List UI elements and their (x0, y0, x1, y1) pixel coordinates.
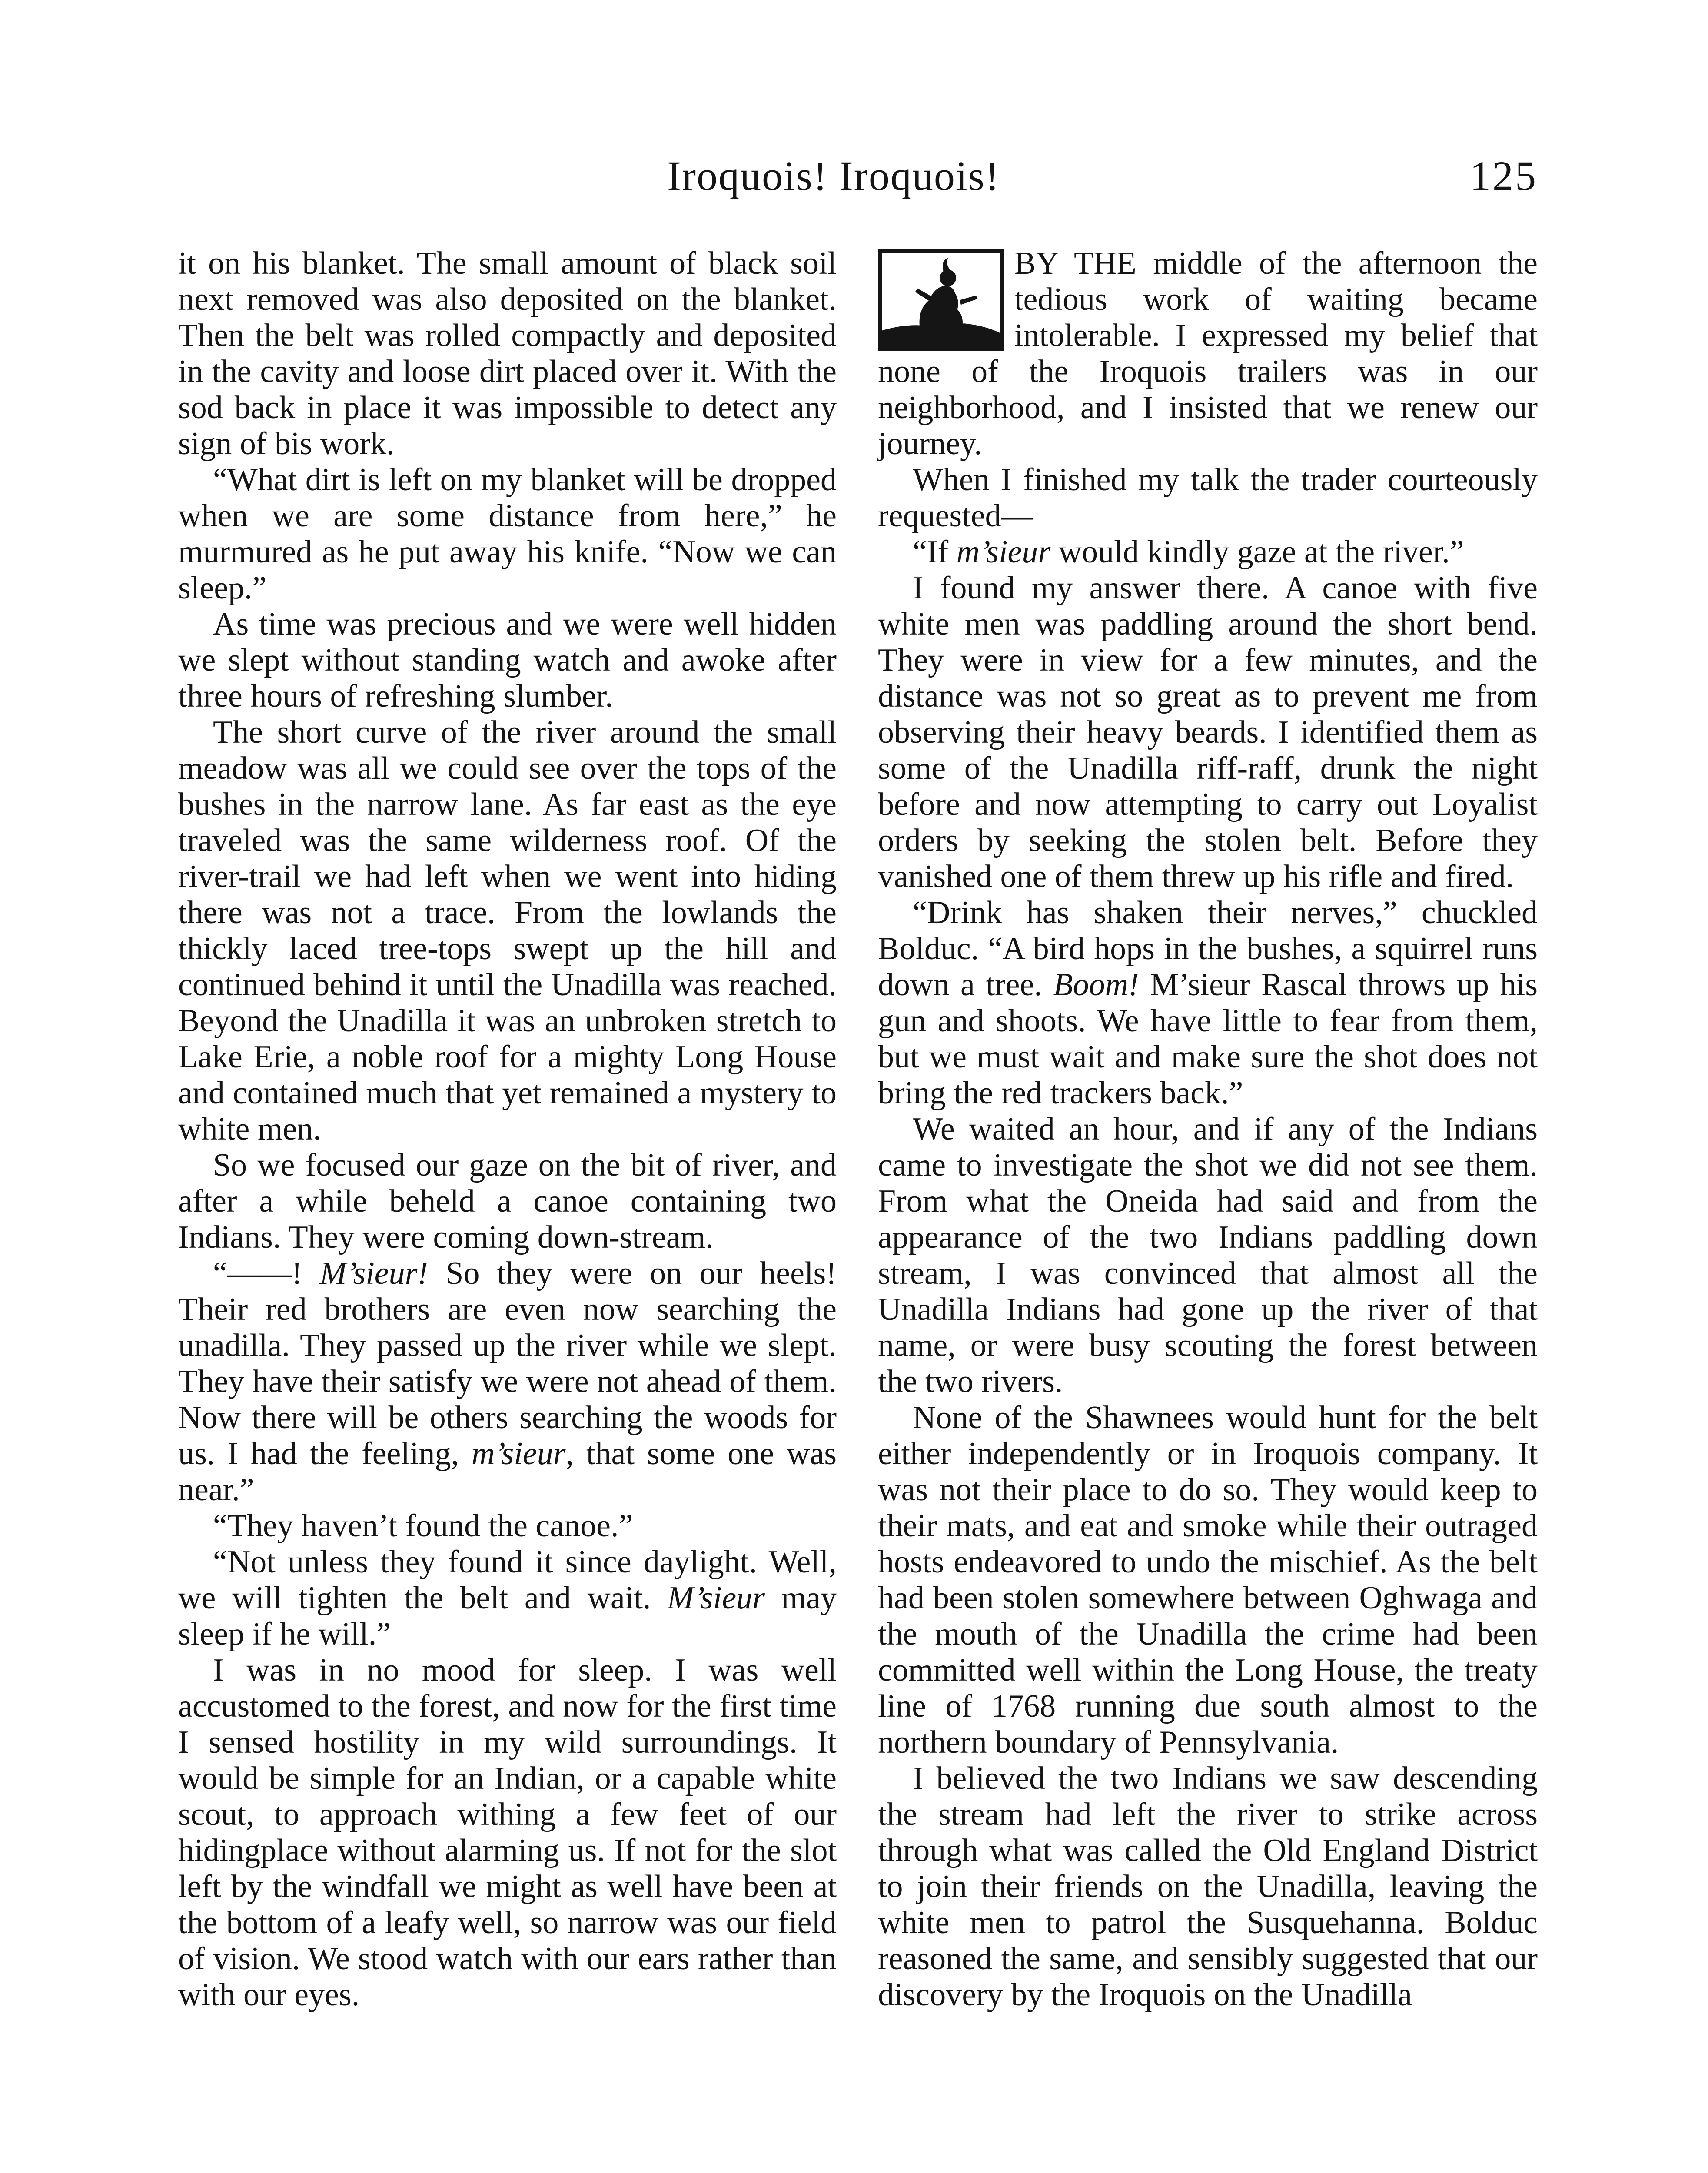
paragraph: When I finished my talk the trader courteously requested— (878, 462, 1538, 534)
paragraph: So we focused our gaze on the bit of river, and after a while beheld a canoe containing two Indians. They were coming down-stream. (178, 1147, 837, 1255)
text-run: M’sieur Rascal throws up his gun and shoots. We have little to fear from them, but we must wait and make sure the shot does not bring the red trackers back.” (878, 967, 1538, 1111)
text-run: “If (913, 534, 957, 570)
text-run: “Drink has shaken their nerves,” chuckled Bolduc. “A bird hops in the bushes, a squirrel runs down a tree. (878, 895, 1538, 1003)
paragraph (178, 1544, 837, 1652)
paragraph: I found my answer there. A canoe with five white men was paddling around the short bend. They were in view for a few minutes, and the distance was not so great as to prevent me from observing their heavy beards. I identified them as some of the Unadilla riff-raff, drunk the night before and now attempting to carry out Loyalist orders by seeking the stolen belt. Before they vanished one of them threw up his rifle and fired. (878, 570, 1538, 894)
italic-text: m’sieur (956, 534, 1051, 570)
kneeling-figure-vignette-icon (878, 249, 1004, 351)
text-run: “——! (213, 1256, 320, 1291)
italic-text: m’sieur (471, 1436, 566, 1472)
running-head (0, 150, 1538, 211)
paragraph (178, 1256, 837, 1508)
paragraph: The short curve of the river around the small meadow was all we could see over the tops of the bushes in the narrow lane. As far east as the eye traveled was the same wilderness roof. Of the river-trail we had left when we went into hiding there was not a trace. From the lowlands the thickly laced tree-tops swept up the hill and continued behind it until the Unadilla was reached. Beyond the Unadilla it was an unbroken stretch to Lake Erie, a noble roof for a mighty Long House and contained much that yet remained a mystery to white men. (178, 714, 837, 1147)
left-column (178, 246, 837, 2013)
paragraph: I was in no mood for sleep. I was well accustomed to the forest, and now for the first time I sensed hostility in my wild surroundings. It would be simple for an Indian, or a capable white scout, to approach withing a few feet of our hidingplace without alarming us. If not for the slot left by the windfall we might as well have been at the bottom of a leafy well, so narrow was our field of vision. We stood watch with our ears rather than with our eyes. (178, 1652, 837, 2013)
text-run: , that some one was near.” (178, 1436, 837, 1508)
italic-text: M’sieur! (319, 1256, 429, 1291)
paragraph: I believed the two Indians we saw descending the stream had left the river to strike across through what was called the Old England District to join their friends on the Unadilla, leaving the white men to patrol the Susquehanna. Bolduc reasoned the same, and sensibly suggested that our discovery by the Iroquois on the Unadilla (878, 1761, 1538, 2013)
paragraph: BY THE middle of the afternoon the tedious work of waiting became intolerable. I expressed my belief that none of the Iroquois trailers was in our neighborhood, and I insisted that we renew our journey. (878, 246, 1538, 462)
paragraph (878, 534, 1538, 570)
paragraph: We waited an hour, and if any of the Indians came to investigate the shot we did not see them. From what the Oneida had said and from the appearance of the two Indians paddling down stream, I was convinced that almost all the Unadilla Indians had gone up the river of that name, or were busy scouting the forest between the two rivers. (878, 1111, 1538, 1399)
page-number: 125 (1470, 153, 1538, 199)
paragraph: None of the Shawnees would hunt for the belt either independently or in Iroquois company. It was not their place to do so. They would keep to their mats, and eat and smoke while their outraged hosts endeavored to undo the mischief. As the belt had been stolen somewhere between Oghwaga and the mouth of the Unadilla the crime had been committed well within the Long House, the treaty line of 1768 running due south almost to the northern boundary of Pennsylvania. (878, 1400, 1538, 1760)
text-run: would kindly gaze at the river.” (1050, 534, 1464, 570)
paragraph: it on his blanket. The small amount of black soil next removed was also deposited on the blanket. Then the belt was rolled compactly and deposited in the cavity and loose dirt placed over it. With the sod back in place it was impossible to detect any sign of bis work. (178, 246, 837, 462)
text-run: “Not unless they found it since daylight. Well, we will tighten the belt and wait. (178, 1544, 837, 1616)
text-run: may sleep if he will.” (178, 1580, 837, 1652)
text-run: So they were on our heels! Their red brothers are even now searching the unadilla. They passed up the river while we slept. They have their satisfy we were not ahead of them. Now there will be others searching the woods for us. I had the feeling, (178, 1256, 837, 1472)
paragraph: “What dirt is left on my blanket will be dropped when we are some distance from here,” he murmured as he put away his knife. “Now we can sleep.” (178, 462, 837, 606)
right-column (878, 246, 1538, 2013)
paragraph: As time was precious and we were well hidden we slept without standing watch and awoke after three hours of refreshing slumber. (178, 606, 837, 714)
paragraph: “They haven’t found the canoe.” (213, 1508, 633, 1544)
italic-text: Boom! (1053, 967, 1139, 1003)
chapter-title: Iroquois! Iroquois! (667, 153, 1000, 199)
paragraph (878, 895, 1538, 1111)
italic-text: M’sieur (667, 1580, 765, 1616)
